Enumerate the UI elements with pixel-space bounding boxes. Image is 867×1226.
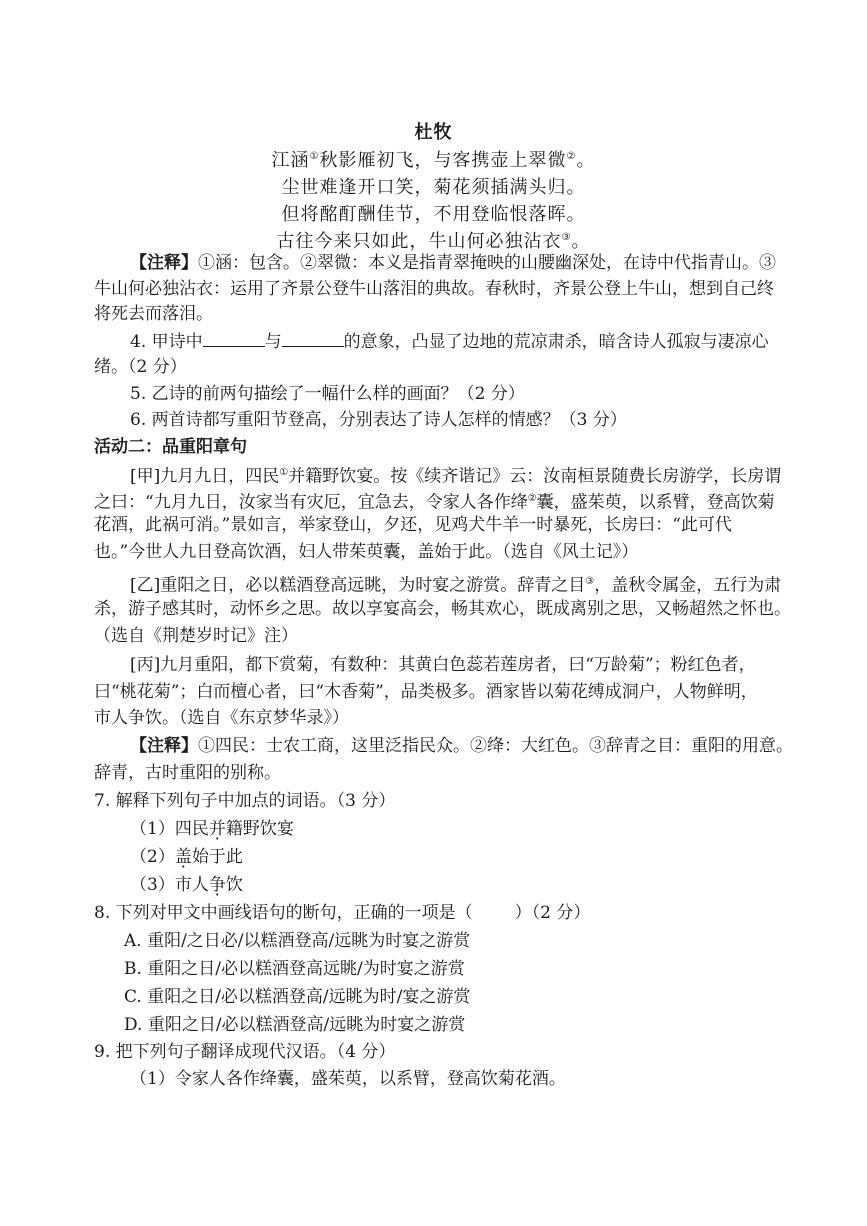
poem-line-4: 古往今来只如此，牛山何必独沾衣③。 [276,231,591,252]
question-8: 8. 下列对甲文中画线语句的断句，正确的一项是（ ）（2 分） [94,903,591,923]
passage-jia-line-1: [甲]九月九日，四民①并籍野饮宴。按《续齐谐记》云：汝南桓景随费长房游学，长房谓 [130,466,782,487]
emphasis-dot: 争 [208,875,226,895]
passage-bing-line-3: 市人争饮。（选自《东京梦华录》） [94,708,349,728]
question-7: 7. 解释下列句子中加点的词语。（3 分） [94,791,396,811]
answer-blank-2[interactable] [282,346,344,347]
question-7-item-1: （1）四民并籍野饮宴 [130,819,294,839]
question-9-item-1: （1）令家人各作绛囊，盛茱萸，以系臂，登高饮菊花酒。 [130,1069,566,1089]
passage-jia-line-3: 花酒，此祸可消。”景如言，举家登山，夕还，见鸡犬牛羊一时暴死，长房曰：“此可代 [94,515,732,535]
note1-line-1: 【注释】①涵：包含。②翠微：本义是指青翠掩映的山腰幽深处，在诗中代指青山。③ [130,253,776,273]
question-8-option-b[interactable]: B. 重阳之日/必以糕酒登高远眺/为时宴之游赏 [124,959,465,979]
poem-line-1: 江涵①秋影雁初飞，与客携壶上翠微②。 [271,150,596,171]
question-4: 4. 甲诗中 与 的意象，凸显了边地的荒凉肃杀，暗含诗人孤寂与凄凉心 [130,332,769,352]
emphasis-dot: 盖 [174,847,192,867]
question-6: 6. 两首诗都写重阳节登高，分别表达了诗人怎样的情感？（3 分） [130,410,627,430]
passage-bing-line-2: 曰“桃花菊”；白而檀心者，曰“木香菊”，品类极多。酒家皆以菊花缚成洞户，人物鲜明， [94,682,758,702]
note1-line-3: 将死去而落泪。 [94,304,213,324]
passage-yi-line-3: （选自《荆楚岁时记》注） [94,626,298,646]
question-7-item-3: （3）市人争饮 [130,875,243,895]
question-4-cont: 绪。（2 分） [94,357,187,377]
note1-line-2: 牛山何必独沾衣：运用了齐景公登牛山落泪的典故。春秋时，齐景公登上牛山，想到自己终 [94,279,774,299]
note2-line-2: 辞青，古时重阳的别称。 [94,763,281,783]
passage-yi-line-2: 杀，游子感其时，动怀乡之思。故以享宴高会，畅其欢心，既成离别之思，又畅超然之怀也。 [94,599,791,619]
poem-line-2: 尘世难逢开口笑，菊花须插满头归。 [281,177,586,198]
activity-2-heading: 活动二：品重阳章句 [94,437,247,457]
poem-line-3: 但将酩酊酬佳节，不用登临恨落晖。 [281,204,586,225]
note2-line-1: 【注释】①四民：士农工商，这里泛指民众。②绛：大红色。③辞青之目：重阳的用意。 [130,736,793,756]
emphasis-dot: 并 [208,819,226,839]
question-7-item-2: （2）盖始于此 [130,847,243,867]
question-9: 9. 把下列句子翻译成现代汉语。（4 分） [94,1042,396,1062]
passage-bing-line-1: [丙]九月重阳，都下赏菊，有数种：其黄白色蕊若莲房者，曰“万龄菊”；粉红色者， [130,655,756,675]
passage-jia-line-4: 也。”今世人九日登高饮酒，妇人带茱萸囊，盖始于此。（选自《风土记》） [94,542,639,562]
passage-yi-line-1: [乙]重阳之日，必以糕酒登高远眺，为时宴之游赏。辞青之目③，盖秋令属金，五行为肃 [130,575,782,596]
question-5: 5. 乙诗的前两句描绘了一幅什么样的画面？（2 分） [130,384,525,404]
poem-author: 杜牧 [414,122,453,143]
passage-jia-line-2: 之曰：“九月九日，汝家当有灾厄，宜急去，令家人各作绛②囊，盛茱萸，以系臂，登高饮菊 [94,492,775,513]
question-8-option-d[interactable]: D. 重阳之日/必以糕酒登高/远眺为时宴之游赏 [124,1015,466,1035]
question-8-option-a[interactable]: A. 重阳/之日必/以糕酒登高/远眺为时宴之游赏 [124,931,471,951]
question-8-option-c[interactable]: C. 重阳之日/必以糕酒登高/远眺为时/宴之游赏 [124,987,471,1007]
answer-blank-1[interactable] [203,346,265,347]
